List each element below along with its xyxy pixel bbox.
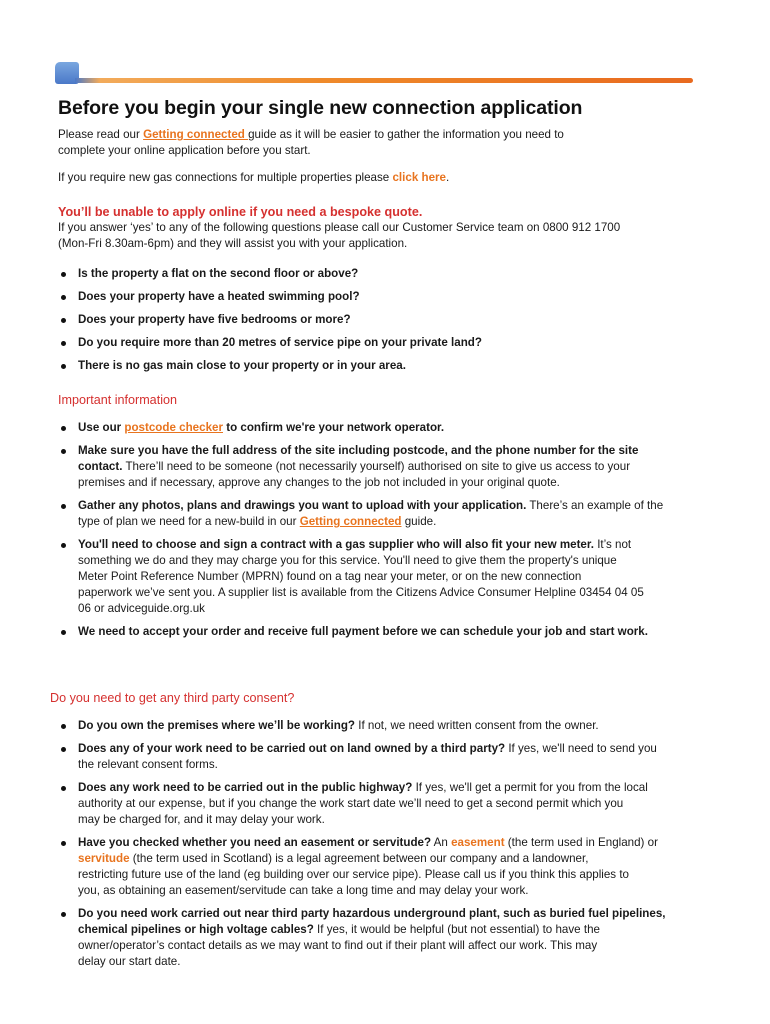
consent-5-text-3: delay our start date. (78, 955, 181, 968)
bespoke-heading: You’ll be unable to apply online if you need a bespoke quote. (58, 205, 423, 219)
consent-4-text-2: (the term used in Scotland) is a legal agreement between our company and a landowner, (129, 852, 589, 865)
list-item (58, 443, 718, 491)
consent-heading: Do you need to get any third party consent? (50, 691, 295, 705)
list-item (58, 624, 718, 640)
consent-3-text-2: authority at our expense, but if you change the work start date we’ll need to get a second permit which you (78, 797, 624, 810)
list-item (58, 358, 718, 374)
list-item (58, 420, 718, 436)
multiple-text-end: . (445, 171, 450, 184)
important-4-bold: You'll need to choose and sign a contract with a gas supplier who will also fit your new meter. (78, 538, 594, 551)
consent-5-bold-1: Do you need work carried out near third party hazardous underground plant, such as buried fuel pipelines, (78, 907, 666, 920)
consent-1-text: If not, we need written consent from the owner. (355, 719, 599, 732)
important-5-bold: We need to accept your order and receive full payment before we can schedule your job and start work. (78, 625, 648, 638)
list-item (58, 741, 720, 773)
important-3-text-1: There’s an example of the (526, 499, 664, 512)
consent-3-text-3: may be charged for, and it may delay your work. (78, 813, 325, 826)
consent-3-text-1: If yes, we'll get a permit for you from the local (412, 781, 648, 794)
important-3-bold: Gather any photos, plans and drawings you want to upload with your application. (78, 499, 527, 512)
easement-term: easement (451, 836, 505, 849)
important-2-bold: Make sure you have the full address of the site including postcode, and the phone number for the site (78, 444, 639, 457)
consent-4-text-1: (the term used in England) or (504, 836, 658, 849)
consent-section (50, 690, 720, 970)
list-item (58, 266, 718, 282)
important-4-text-1: It’s not (593, 538, 632, 551)
intro-text: Please read our (58, 128, 144, 141)
important-3-text-2: type of plan we need for a new-build in our (78, 515, 300, 528)
servitude-term: servitude (78, 852, 130, 865)
important-list (58, 420, 718, 640)
document-body (58, 96, 718, 640)
list-item (58, 718, 720, 734)
important-3-text-3: guide. (401, 515, 437, 528)
bespoke-line-2: (Mon-Fri 8.30am-6pm) and they will assist you with your application. (58, 237, 408, 250)
header-decoration-bar (55, 62, 695, 84)
consent-5-bold-2: chemical pipelines or high voltage cables? (78, 923, 314, 936)
consent-list (58, 718, 720, 970)
bespoke-list (58, 266, 718, 374)
click-here-link[interactable]: click here (392, 171, 446, 184)
consent-2-text-2: the relevant consent forms. (78, 758, 218, 771)
list-item (58, 537, 718, 617)
list-item (58, 335, 718, 351)
multiple-properties-paragraph (58, 170, 718, 186)
consent-4-an: An (431, 836, 452, 849)
important-2-bold-2: contact. (78, 460, 123, 473)
bespoke-item-2: Does your property have a heated swimming pool? (78, 290, 360, 303)
consent-2-text-1: If yes, we'll need to send you (505, 742, 657, 755)
consent-5-text-1: If yes, it would be helpful (but not essential) to have the (313, 923, 600, 936)
page-title: Before you begin your single new connection application (58, 97, 583, 119)
consent-5-text-2: owner/operator’s contact details as we may want to find out if their plant will affect our work. This may (78, 939, 598, 952)
bespoke-line-1: If you answer ‘yes’ to any of the following questions please call our Customer Service team on 0800 912 1700 (58, 221, 621, 234)
bespoke-item-1: Is the property a flat on the second floor or above? (78, 267, 359, 280)
bespoke-item-5: There is no gas main close to your property or in your area. (78, 359, 406, 372)
consent-4-text-4: you, as obtaining an easement/servitude can take a long time and may delay your work. (78, 884, 529, 897)
multiple-text: If you require new gas connections for multiple properties please (58, 171, 393, 184)
list-item (58, 835, 720, 899)
list-item (58, 498, 718, 530)
important-1-text-end: to confirm we're your network operator. (222, 421, 445, 434)
consent-4-bold: Have you checked whether you need an easement or servitude? (78, 836, 432, 849)
important-heading: Important information (58, 393, 177, 407)
intro-paragraph (58, 127, 718, 159)
consent-1-bold: Do you own the premises where we’ll be working? (78, 719, 356, 732)
list-item (58, 289, 718, 305)
header-orange-rule (75, 78, 693, 83)
important-2-text-2: premises and if necessary, approve any changes to the job not included in your original quote. (78, 476, 560, 489)
important-4-text-4: paperwork we’ve sent you. A supplier list is available from the Citizens Advice Consumer Helpline 03454 04 05 (78, 586, 644, 599)
consent-2-bold: Does any of your work need to be carried out on land owned by a third party? (78, 742, 506, 755)
important-1-text: Use our (78, 421, 125, 434)
consent-4-text-3: restricting future use of the land (eg building over our service pipe). Please call us if you think this applies to (78, 868, 629, 881)
list-item (58, 312, 718, 328)
important-2-text-1: There’ll need to be someone (not necessarily yourself) authorised on site to give us access to your (122, 460, 631, 473)
getting-connected-link[interactable]: Getting connected (143, 128, 249, 141)
list-item (58, 906, 720, 970)
intro-text-2: guide as it will be easier to gather the information you need to (248, 128, 564, 141)
postcode-checker-link[interactable]: postcode checker (124, 421, 223, 434)
bespoke-item-4: Do you require more than 20 metres of service pipe on your private land? (78, 336, 482, 349)
important-4-text-3: Meter Point Reference Number (MPRN) found on a tag near your meter, or on the new connection (78, 570, 582, 583)
getting-connected-link-2[interactable]: Getting connected (299, 515, 402, 528)
list-item (58, 780, 720, 828)
consent-3-bold: Does any work need to be carried out in the public highway? (78, 781, 413, 794)
important-4-text-5: 06 or adviceguide.org.uk (78, 602, 205, 615)
bespoke-item-3: Does your property have five bedrooms or more? (78, 313, 351, 326)
important-4-text-2: something we do and they may charge you for this service. You'll need to give them the property's unique (78, 554, 617, 567)
bespoke-paragraph (58, 220, 718, 252)
intro-text-3: complete your online application before you start. (58, 144, 311, 157)
